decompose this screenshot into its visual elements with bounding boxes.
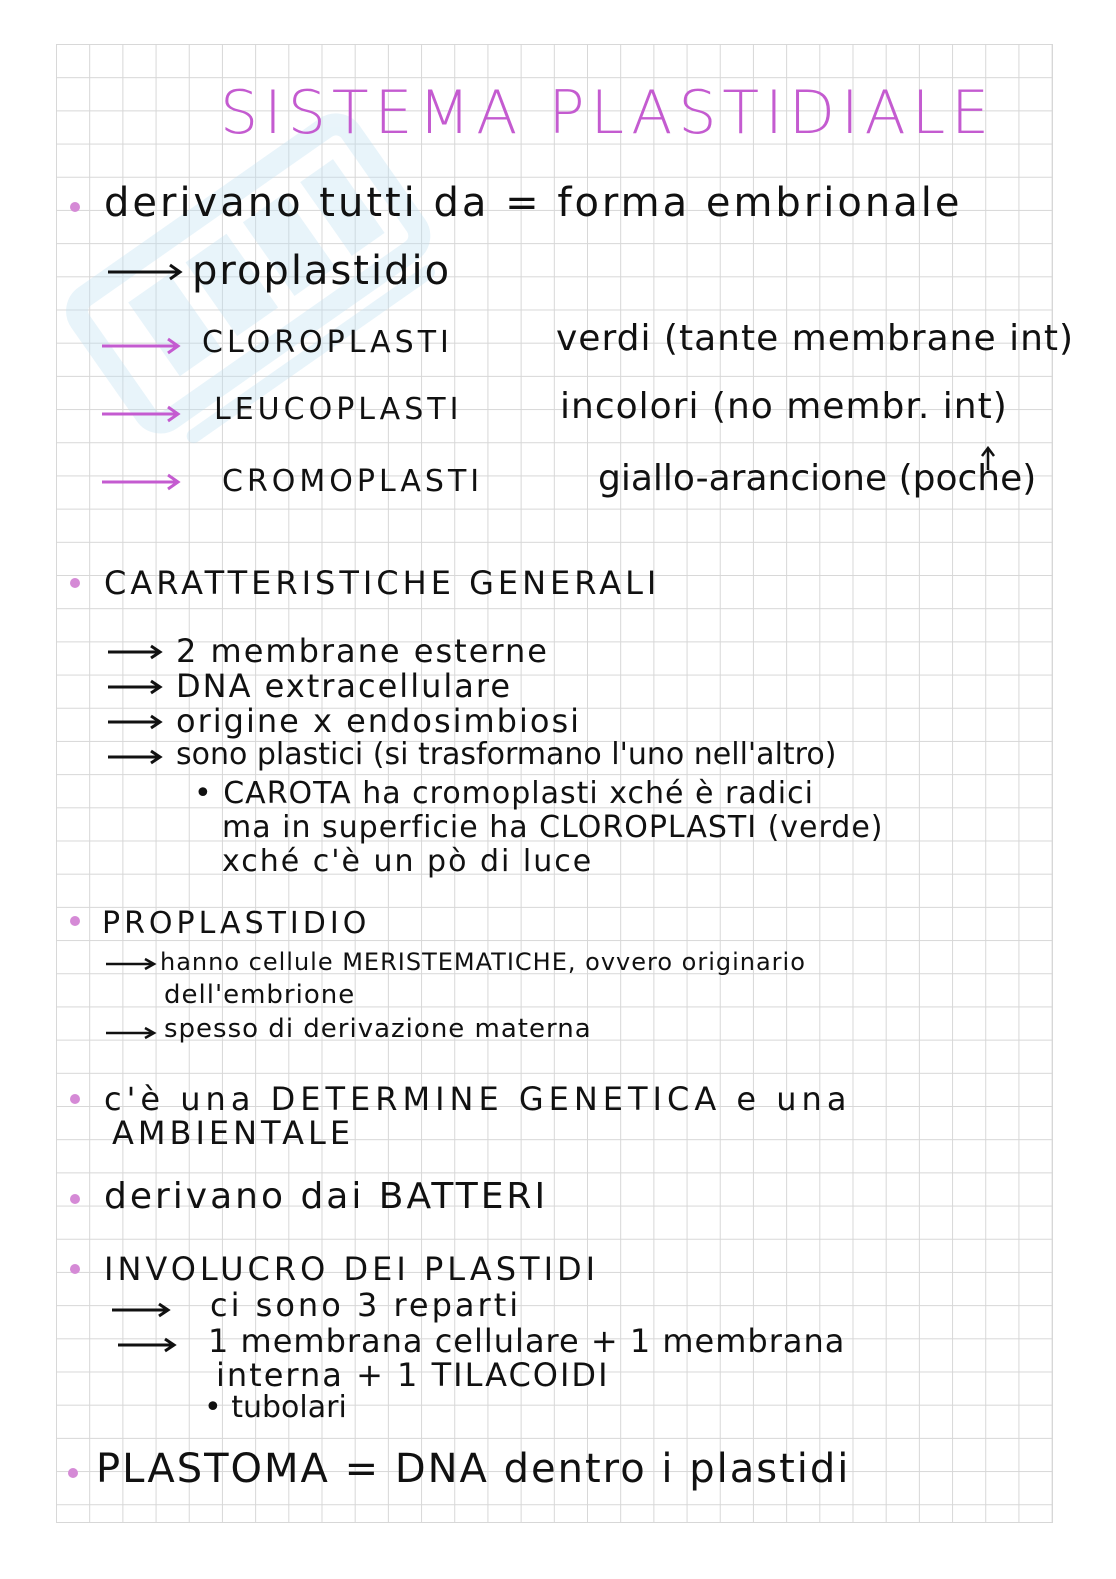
section2-item: DNA extracellulare xyxy=(176,667,512,705)
section2-sub: • CAROTA ha cromoplasti xché è radici xyxy=(194,776,814,811)
section6-item: interna + 1 TILACOIDI xyxy=(216,1356,610,1394)
section5-line1: derivano dai BATTERI xyxy=(104,1176,549,1217)
plastid-type-desc: giallo-arancione (poche) xyxy=(598,458,1037,499)
bullet-dot xyxy=(70,1194,80,1204)
arrow-right-icon xyxy=(104,1026,160,1040)
bullet-dot xyxy=(68,1468,78,1478)
arrow-right-icon xyxy=(116,1337,180,1353)
arrow-right-icon xyxy=(106,644,166,660)
section7-line1: PLASTOMA = DNA dentro i plastidi xyxy=(96,1446,851,1492)
arrow-right-icon xyxy=(106,679,166,695)
section2-sub: xché c'è un pò di luce xyxy=(222,844,594,879)
bullet-dot xyxy=(70,1264,80,1274)
plastid-type-name: LEUCOPLASTI xyxy=(214,392,463,427)
plastid-type-desc: incolori (no membr. int) xyxy=(560,386,1008,427)
section2-item: origine x endosimbiosi xyxy=(176,702,582,740)
section3-item: hanno cellule MERISTEMATICHE, ovvero originario xyxy=(160,948,806,976)
section6-heading: INVOLUCRO DEI PLASTIDI xyxy=(104,1250,600,1288)
arrow-right-icon xyxy=(104,957,160,971)
section4-line2: AMBIENTALE xyxy=(112,1114,355,1152)
section4-line1: c'è una DETERMINE GENETICA e una xyxy=(104,1080,852,1118)
section3-heading: PROPLASTIDIO xyxy=(102,906,371,941)
section3-item: dell'embrione xyxy=(164,980,356,1010)
plastid-type-desc: verdi (tante membrane int) xyxy=(556,318,1075,359)
arrow-right-icon xyxy=(100,472,184,492)
section2-item: 2 membrane esterne xyxy=(176,632,549,670)
bullet-dot xyxy=(70,916,80,926)
section6-item: ci sono 3 reparti xyxy=(210,1286,522,1324)
section3-item: spesso di derivazione materna xyxy=(164,1014,592,1044)
page-title: SISTEMA PLASTIDIALE xyxy=(220,78,996,148)
arrow-right-icon xyxy=(100,404,184,424)
section6-item: 1 membrana cellulare + 1 membrana xyxy=(208,1322,846,1360)
arrow-right-icon xyxy=(106,262,186,282)
arrow-right-icon xyxy=(100,336,184,356)
plastid-type-name: CROMOPLASTI xyxy=(222,464,484,499)
bullet-dot xyxy=(70,1094,80,1104)
section2-item: sono plastici (si trasformano l'uno nell'altro) xyxy=(176,737,837,772)
arrow-right-icon xyxy=(106,714,166,730)
section1-line1: derivano tutti da = forma embrionale xyxy=(104,180,963,226)
section2-sub: ma in superficie ha CLOROPLASTI (verde) xyxy=(222,810,884,845)
section2-heading: CARATTERISTICHE GENERALI xyxy=(104,564,661,602)
section6-item: • tubolari xyxy=(204,1390,347,1425)
arrow-right-icon xyxy=(110,1302,174,1318)
bullet-dot xyxy=(70,578,80,588)
plastid-type-name: CLOROPLASTI xyxy=(202,325,453,360)
arrow-right-icon xyxy=(106,749,166,765)
bullet-dot xyxy=(70,202,80,212)
section1-line2: proplastidio xyxy=(192,248,452,294)
